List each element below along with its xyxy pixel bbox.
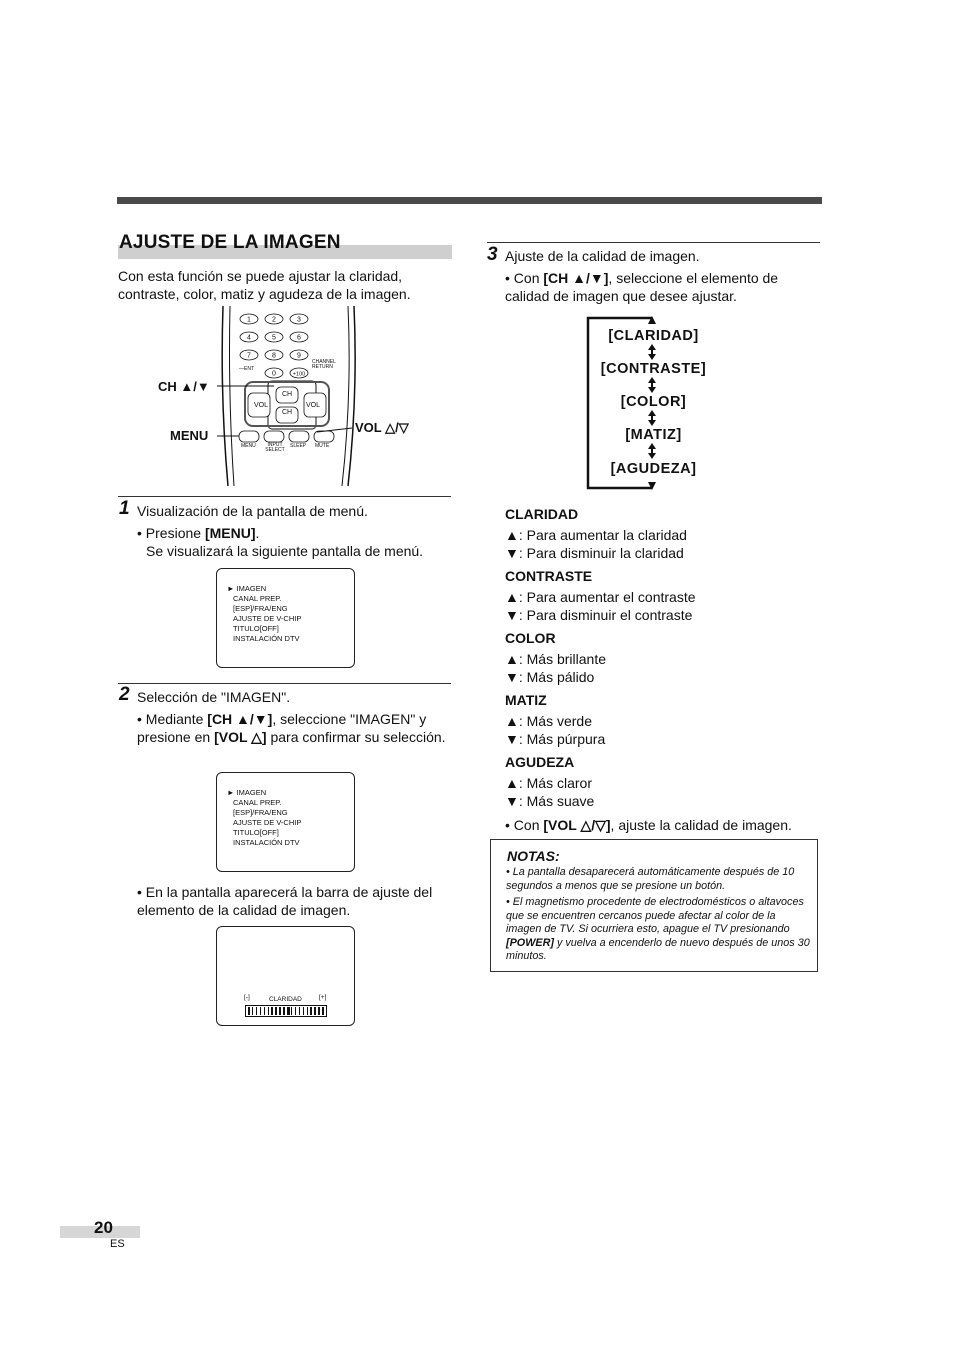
osd-menu-list bbox=[227, 584, 301, 644]
step2-heading: Selección de "IMAGEN". bbox=[137, 689, 291, 705]
osd-menu-list bbox=[227, 788, 301, 848]
step2-number: 2 bbox=[119, 684, 130, 705]
adjustment-name: COLOR bbox=[505, 630, 556, 646]
adjust-bar-segment bbox=[303, 1007, 305, 1015]
adjust-bar-segment bbox=[314, 1007, 316, 1015]
note-2: • El magnetismo procedente de electrodomésticos o altavoces que se encuentren cercanos puede afectar al color de la imagen de TV. Si ocurriera esto, apague el TV presionando [POWER] y vuelva a encenderlo de nuevo después de unos 30 minutos. bbox=[506, 896, 810, 962]
osd-item: CANAL PREP. bbox=[233, 798, 282, 807]
osd-item: AJUSTE DE V-CHIP bbox=[233, 614, 302, 623]
adjustment-down: ▼: Para disminuir el contraste bbox=[505, 607, 693, 623]
adjust-bar-segment bbox=[256, 1007, 258, 1015]
remote-vol-up-label: VOL bbox=[306, 402, 321, 409]
adjust-bar-segment bbox=[307, 1007, 309, 1015]
step3-bullet-1: • Con [CH ▲/▼], seleccione el elemento de calidad de imagen que desee ajustar. bbox=[505, 270, 779, 304]
adjustment-up: ▲: Más verde bbox=[505, 713, 592, 729]
adjust-bar-segment bbox=[248, 1007, 250, 1015]
page-number: 20 bbox=[94, 1218, 113, 1237]
adjust-level-bar bbox=[245, 1005, 327, 1017]
remote-sleep-label: SLEEP bbox=[290, 443, 307, 449]
adjust-bar-segment bbox=[283, 1007, 285, 1015]
adjustment-agudeza bbox=[505, 754, 825, 816]
adjustment-claridad bbox=[505, 506, 825, 568]
sequence-item-matiz: [MATIZ] bbox=[625, 427, 682, 443]
remote-drawing bbox=[150, 306, 450, 488]
language-code: ES bbox=[110, 1238, 125, 1250]
remote-ch-down-label: CH bbox=[282, 409, 293, 416]
adjust-plus-label: [+] bbox=[319, 994, 327, 1001]
adjust-bar-segment bbox=[275, 1007, 277, 1015]
step3-heading: Ajuste de la calidad de imagen. bbox=[505, 248, 700, 264]
adjust-bar-segment bbox=[279, 1007, 281, 1015]
remote-menu-small-label: MENU bbox=[241, 443, 256, 449]
step1-bullet: • Presione [MENU]. Se visualizará la siguiente pantalla de menú. bbox=[137, 525, 424, 559]
menu-button-label: MENU bbox=[170, 428, 209, 443]
adjust-bar-segment bbox=[322, 1007, 324, 1015]
adjust-minus-label: [-] bbox=[244, 994, 250, 1001]
note-1: • La pantalla desaparecerá automáticamente después de 10 segundos a menos que se presione un botón. bbox=[506, 866, 795, 892]
osd-item: TITULO[OFF] bbox=[233, 624, 279, 633]
adjustment-name: CONTRASTE bbox=[505, 568, 593, 584]
remote-key-label: 8 bbox=[272, 352, 276, 360]
menu-screen-1 bbox=[216, 568, 355, 668]
adjust-bar-segment bbox=[268, 1007, 270, 1015]
remote-key-label: +100 bbox=[292, 371, 306, 378]
remote-input-select-label: INPUT SELECT bbox=[265, 442, 285, 453]
osd-item: INSTALACIÓN DTV bbox=[233, 838, 300, 847]
step2-bullet-1: • Mediante [CH ▲/▼], seleccione "IMAGEN" y presione en [VOL △] para confirmar su selección. bbox=[137, 711, 446, 745]
intro-text: Con esta función se puede ajustar la claridad, contraste, color, matiz y agudeza de la imagen. bbox=[118, 268, 411, 302]
adjustment-down: ▼: Para disminuir la claridad bbox=[505, 545, 684, 561]
adjust-bar-segment bbox=[299, 1007, 301, 1015]
remote-key-label: 3 bbox=[297, 316, 301, 324]
adjust-bar-segment bbox=[287, 1007, 290, 1015]
adjust-bar-segment bbox=[318, 1007, 320, 1015]
osd-item: [ESP]/FRA/ENG bbox=[233, 604, 288, 613]
sequence-item-color: [COLOR] bbox=[620, 394, 687, 410]
adjustment-up: ▲: Más claror bbox=[505, 775, 592, 791]
adjustment-down: ▼: Más púrpura bbox=[505, 731, 606, 747]
step3-number: 3 bbox=[487, 244, 498, 265]
osd-item-imagen: ► IMAGEN bbox=[227, 584, 267, 593]
adjust-bar-segment bbox=[252, 1007, 254, 1015]
adjust-screen bbox=[216, 926, 355, 1026]
sequence-item-agudeza: [AGUDEZA] bbox=[610, 461, 697, 477]
adjust-bar-segment bbox=[295, 1007, 297, 1015]
osd-item-imagen: ► IMAGEN bbox=[227, 788, 267, 797]
notes-title: NOTAS: bbox=[507, 848, 560, 864]
adjustment-up: ▲: Para aumentar la claridad bbox=[505, 527, 687, 543]
adjust-item-label: CLARIDAD bbox=[269, 996, 302, 1003]
remote-mute-label: MUTE bbox=[315, 443, 330, 449]
remote-key-label: 0 bbox=[272, 370, 276, 378]
adjustment-name: AGUDEZA bbox=[505, 754, 575, 770]
osd-item: INSTALACIÓN DTV bbox=[233, 634, 300, 643]
ch-button-label: CH ▲/▼ bbox=[158, 379, 210, 394]
notes-box bbox=[490, 839, 818, 972]
osd-item: AJUSTE DE V-CHIP bbox=[233, 818, 302, 827]
page-title: AJUSTE DE LA IMAGEN bbox=[119, 232, 341, 253]
adjustment-down: ▼: Más pálido bbox=[505, 669, 595, 685]
step1-divider bbox=[118, 496, 451, 497]
osd-item: CANAL PREP. bbox=[233, 594, 282, 603]
adjustment-name: MATIZ bbox=[505, 692, 547, 708]
step3-bullet-2: • Con [VOL △/▽], ajuste la calidad de imagen. bbox=[505, 817, 792, 833]
adjustment-name: CLARIDAD bbox=[505, 506, 579, 522]
remote-key-label: 6 bbox=[297, 334, 301, 342]
vol-button-label: VOL △/▽ bbox=[355, 420, 409, 435]
menu-screen-2 bbox=[216, 772, 355, 872]
adjust-bar-segment bbox=[260, 1007, 262, 1015]
osd-item: TITULO[OFF] bbox=[233, 828, 279, 837]
adjustment-color bbox=[505, 630, 825, 692]
adjustment-matiz bbox=[505, 692, 825, 754]
step2-divider bbox=[118, 683, 451, 684]
step1-heading: Visualización de la pantalla de menú. bbox=[137, 503, 368, 519]
adjustment-contraste bbox=[505, 568, 825, 630]
remote-ch-up-label: CH bbox=[282, 391, 293, 398]
osd-item: [ESP]/FRA/ENG bbox=[233, 808, 288, 817]
adjust-bar-segment bbox=[264, 1007, 266, 1015]
adjustment-up: ▲: Más brillante bbox=[505, 651, 607, 667]
adjustments-list bbox=[505, 506, 825, 816]
remote-key-label: 5 bbox=[272, 334, 276, 342]
remote-illustration bbox=[150, 306, 450, 488]
adjustment-down: ▼: Más suave bbox=[505, 793, 595, 809]
sequence-item-claridad: [CLARIDAD] bbox=[608, 328, 699, 344]
remote-key-label: 7 bbox=[247, 352, 251, 360]
adjust-bar-segment bbox=[310, 1007, 312, 1015]
remote-key-label: 1 bbox=[247, 316, 251, 324]
remote-key-label: 9 bbox=[297, 352, 301, 360]
sequence-item-contraste: [CONTRASTE] bbox=[600, 361, 707, 377]
step1-number: 1 bbox=[119, 498, 130, 519]
remote-channel-return-label: CHANNEL RETURN bbox=[312, 359, 336, 370]
quality-sequence-diagram bbox=[586, 316, 721, 490]
adjust-bar-segment bbox=[271, 1007, 273, 1015]
step2-bullet-2: • En la pantalla aparecerá la barra de ajuste del elemento de la calidad de imagen. bbox=[137, 884, 433, 918]
adjustment-up: ▲: Para aumentar el contraste bbox=[505, 589, 696, 605]
step3-divider bbox=[487, 242, 820, 243]
remote-key-label: 2 bbox=[272, 316, 276, 324]
remote-ent-label: —ENT bbox=[239, 366, 254, 372]
remote-key-label: 4 bbox=[247, 334, 251, 342]
remote-vol-down-label: VOL bbox=[254, 402, 269, 409]
header-bar bbox=[117, 197, 822, 204]
adjust-bar-segment bbox=[291, 1007, 293, 1015]
